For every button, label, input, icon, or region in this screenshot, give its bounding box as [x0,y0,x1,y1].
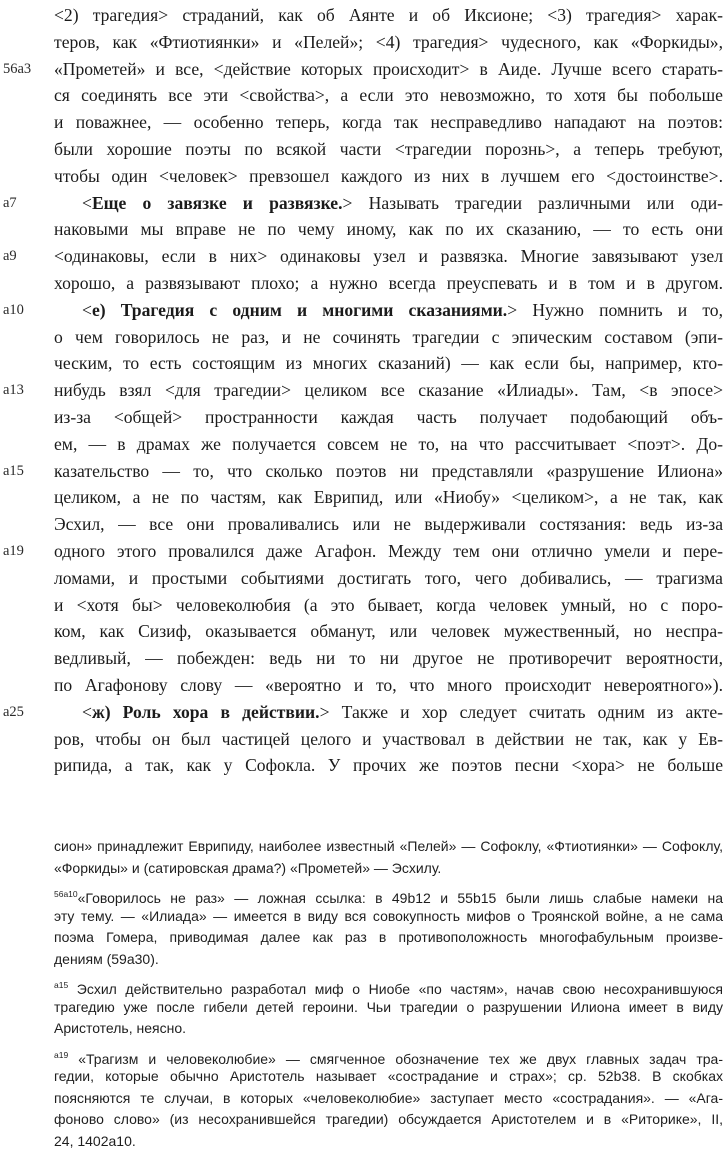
text-line: 56a3 «Прометей» и все, <действие которых происходит> в Аиде. Лучше всего старать- [54,56,723,83]
text-line: ком, как Сизиф, оказывается обманут, или человек мужественный, но неспра- [54,621,723,642]
section-heading-line: a25 <ж) Роль хора в действии.> Также и хор следует считать одним из акте- [54,699,723,726]
margin-ref: a19 [3,542,24,559]
margin-ref: a15 [3,462,24,479]
margin-ref: a25 [3,703,24,720]
footnote-ref: 56a10 [54,889,78,899]
footnote-line: поэма Гомера, приводимая далее как раз в противоположность многофабульным произве- [54,929,723,945]
footnote-line: $^{a15}$ Эсхил действительно разработал миф о Ниобе «по частям», начав свою несохранившуюся [54,980,723,997]
footnote-line: $^{a19}$ «Трагизм и человеколюбие» — смягченное обозначение тех же двух главных задач тра- [54,1049,724,1067]
footnote-line: дениям (59a30). [54,950,159,967]
footnote-line: трагедию уже после гибели детей героини. Чьи трагедии о разрушении Илиона имеет в виду [54,998,723,1015]
section-heading: ж) Роль хора в действии. [91,701,320,722]
footnotes [54,836,723,1157]
margin-ref: 56a3 [3,60,32,77]
footnote [54,975,723,1040]
text-line: ем, — в драмах же получается совсем не то, на что рассчитывает <поэт>. До- [54,433,723,454]
text-line: ломами, и простыми событиями достигать того, чего добивались, — трагизма [54,567,723,588]
footnote-line: поясняются те случаи, в которых «человеколюбие» заступает место «сострадания». — «Ага- [54,1089,723,1106]
text-line: были хорошие поэты по всякой части <трагедии порознь>, а теперь требуют, [54,138,723,159]
margin-ref: a13 [3,382,24,399]
footnote [54,1045,723,1153]
section-heading: е) Трагедия с одним и многими сказаниями. [91,299,508,320]
margin-ref: a10 [3,301,24,318]
text-line: a13 нибудь взял <для трагедии> целиком все сказание «Илиады». Там, <в эпосе> [54,377,723,404]
text-line: ведливый, — побежден: ведь ни то ни другое не противоречит вероятности, [54,648,723,669]
footnote-line: 24, 1402a10. [54,1132,136,1149]
text-line: из-за <общей> пространности каждая часть получает подобающий объ- [54,406,723,427]
margin-ref: a7 [3,194,17,211]
section-heading-line: a10 <е) Трагедия с одним и многими сказаниями.> Нужно помнить и то, [54,297,723,324]
footnote-line: «Форкиды» и (сатировская драма?) «Прометей» — Эсхилу. [54,859,442,876]
text-line: и поважнее, — особенно теперь, когда так несправедливо нападают на поэтов: [54,112,723,133]
footnote-line: гедии, которые обычно Аристотель называет «сострадание и страх»; ср. 52b38. В скобках [54,1068,723,1084]
section-heading-line: a7 <Еще о завязке и развязке.> Называть трагедии различными или оди- [54,190,723,217]
footnote [54,836,723,879]
text-line: о чем говорилось не раз, и не сочинять трагедии с эпическим составом (эпи- [54,326,723,347]
text-line: хорошо, а развязывают плохо; а нужно всегда преуспевать и в том и в другом. [54,272,723,293]
text-line: наковыми мы вправе не по чему иному, как по их сказанию, — то есть они [54,219,723,240]
footnote-line: эту тему. — «Илиада» — имеется в виду вся совокупность мифов о Троянской войне, а не сама [54,907,723,924]
section-heading: Еще о завязке и развязке. [91,192,343,213]
footnote-line: $^{56a10}$«Говорилось не раз» — ложная ссылка: в 49b12 и 55b15 были лишь слабые намеки на [54,889,723,906]
footnote-line: Аристотель, неясно. [54,1020,187,1036]
text-line: <2) трагедия> страданий, как об Аянте и об Иксионе; <3) трагедия> харак- [54,5,723,25]
footnote-ref: a19 [54,1049,69,1060]
footnote-ref: a15 [54,980,69,990]
text-line: теров, как «Фтиотиянки» и «Пелей»; <4) трагедия> чудесного, как «Форкиды», [54,31,723,52]
text-line: a9 <одинаковы, если в них> одинаковы узел и развязка. Многие завязывают узел [54,243,723,270]
margin-ref: a9 [3,248,17,265]
footnote-line: сион» принадлежит Еврипиду, наиболее известный «Пелей» — Софоклу, «Фтиотиянки» — Софоклу, [54,838,723,854]
footnote-line: фоново слово» (из несохранившейся трагедии) обсуждается Аристотелем и в «Риторике», II, [54,1111,723,1127]
text-line: по Агафонову слову — «вероятно и то, что много происходит невероятного»). [54,674,723,695]
text-line: ров, чтобы он был частицей целого и участвовал в действии не так, как у Ев- [54,728,723,749]
text-line: и <хотя бы> человеколюбия (а это бывает, когда человек умный, но с поро- [54,594,723,615]
text-line: a15 казательство — то, что сколько поэтов ни представляли «разрушение Илиона» [54,458,723,485]
text-line: чтобы один <человек> превзошел каждого из них в лучшем его <достоинстве>. [54,165,723,186]
text-line: ческим, то есть состоящим из многих сказаний) — как если бы, например, кто- [54,353,723,374]
footnote [54,884,723,970]
text-line: ся соединять все эти <свойства>, а если это невозможно, то хотя бы побольше [54,85,723,106]
text-line: Эсхил, — все они проваливались или не выдерживали состязания: ведь из-за [54,514,723,535]
text-line: a19 одного этого провалился даже Агафон. Между тем они отлично умели и пере- [54,538,723,565]
text-line: целиком, а не по частям, как Еврипид, или «Ниобу» <целиком>, а не так, как [54,487,723,508]
main-text [3,2,723,779]
text-line: рипида, а так, как у Софокла. У прочих же поэтов песни <хора> не больше [54,755,723,776]
